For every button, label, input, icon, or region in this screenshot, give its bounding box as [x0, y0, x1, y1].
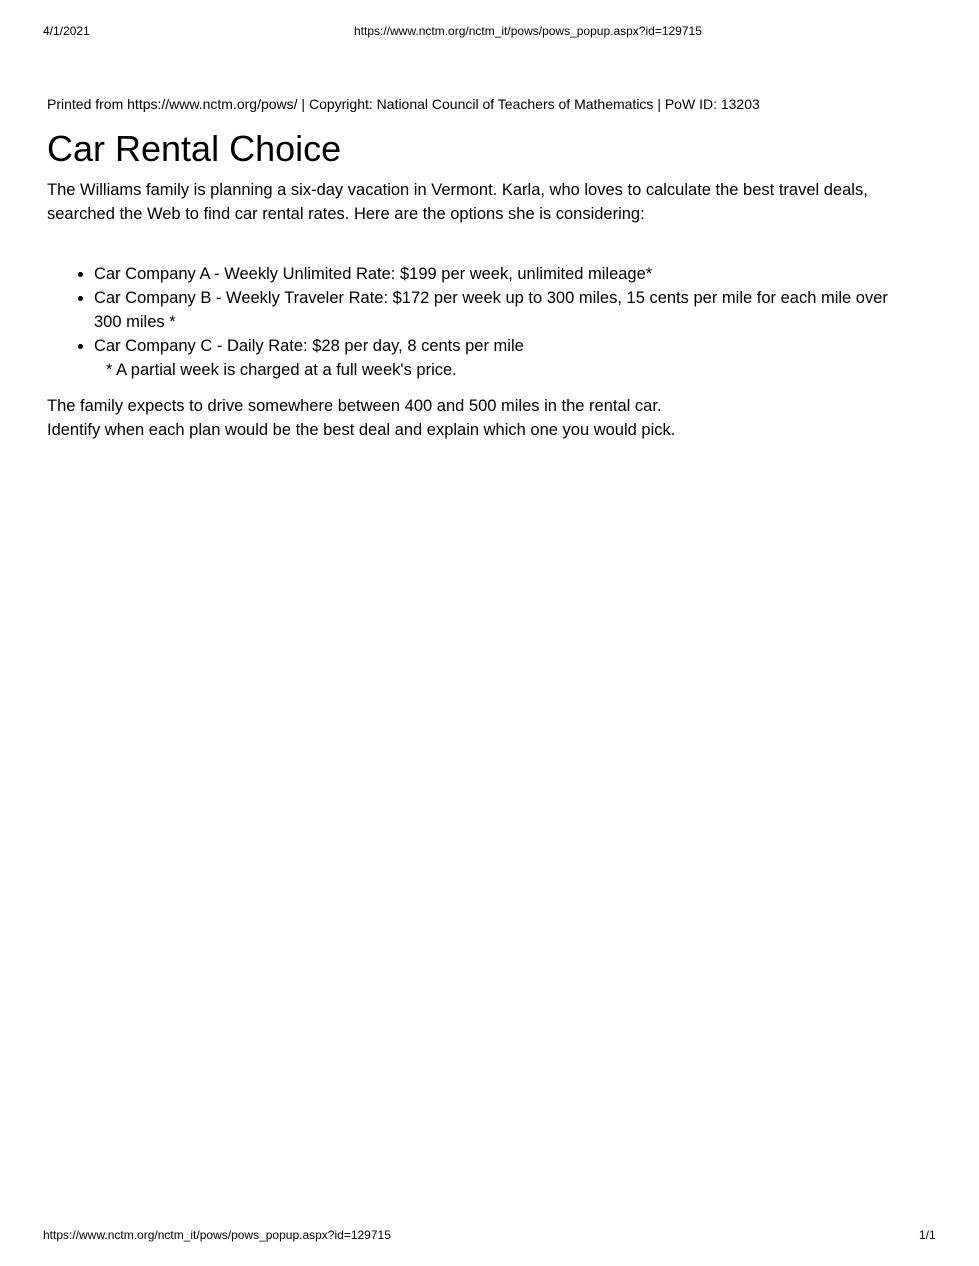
problem-content [47, 95, 917, 442]
footnote: * A partial week is charged at a full week's price. [106, 361, 457, 379]
option-company-b: • Car Company B - Weekly Traveler Rate: $172 per week up to 300 miles, 15 cents per mile for each mile over 300 miles * [94, 286, 917, 334]
problem-body [47, 178, 917, 442]
print-header-url: https://www.nctm.org/nctm_it/pows/pows_popup.aspx?id=129715 [354, 24, 702, 38]
print-footer-url: https://www.nctm.org/nctm_it/pows/pows_popup.aspx?id=129715 [43, 1228, 391, 1242]
closing-line-2: Identify when each plan would be the best deal and explain which one you would pick. [47, 421, 676, 439]
page-number: 1/1 [919, 1228, 936, 1242]
option-company-a: • Car Company A - Weekly Unlimited Rate: $199 per week, unlimited mileage* [94, 262, 917, 286]
option-company-c [94, 334, 917, 382]
page-title: Car Rental Choice [47, 128, 342, 169]
closing-paragraph [47, 394, 917, 442]
closing-line-1: The family expects to drive somewhere between 400 and 500 miles in the rental car. [47, 397, 662, 415]
option-company-c-text: Car Company C - Daily Rate: $28 per day, 8 cents per mile [94, 337, 524, 355]
rental-options-list [47, 262, 917, 382]
intro-paragraph: The Williams family is planning a six-day vacation in Vermont. Karla, who loves to calculate the best travel deals, searched the Web to find car rental rates. Here are the options she is considering: [47, 181, 868, 223]
print-date: 4/1/2021 [43, 24, 90, 38]
pows-link[interactable]: https://www.nctm.org/pows/ [127, 96, 298, 112]
copyright-text: | Copyright: National Council of Teachers of Mathematics | PoW ID: 13203 [297, 96, 760, 112]
printed-from-line [47, 95, 917, 113]
printed-from-prefix: Printed from [47, 96, 128, 112]
